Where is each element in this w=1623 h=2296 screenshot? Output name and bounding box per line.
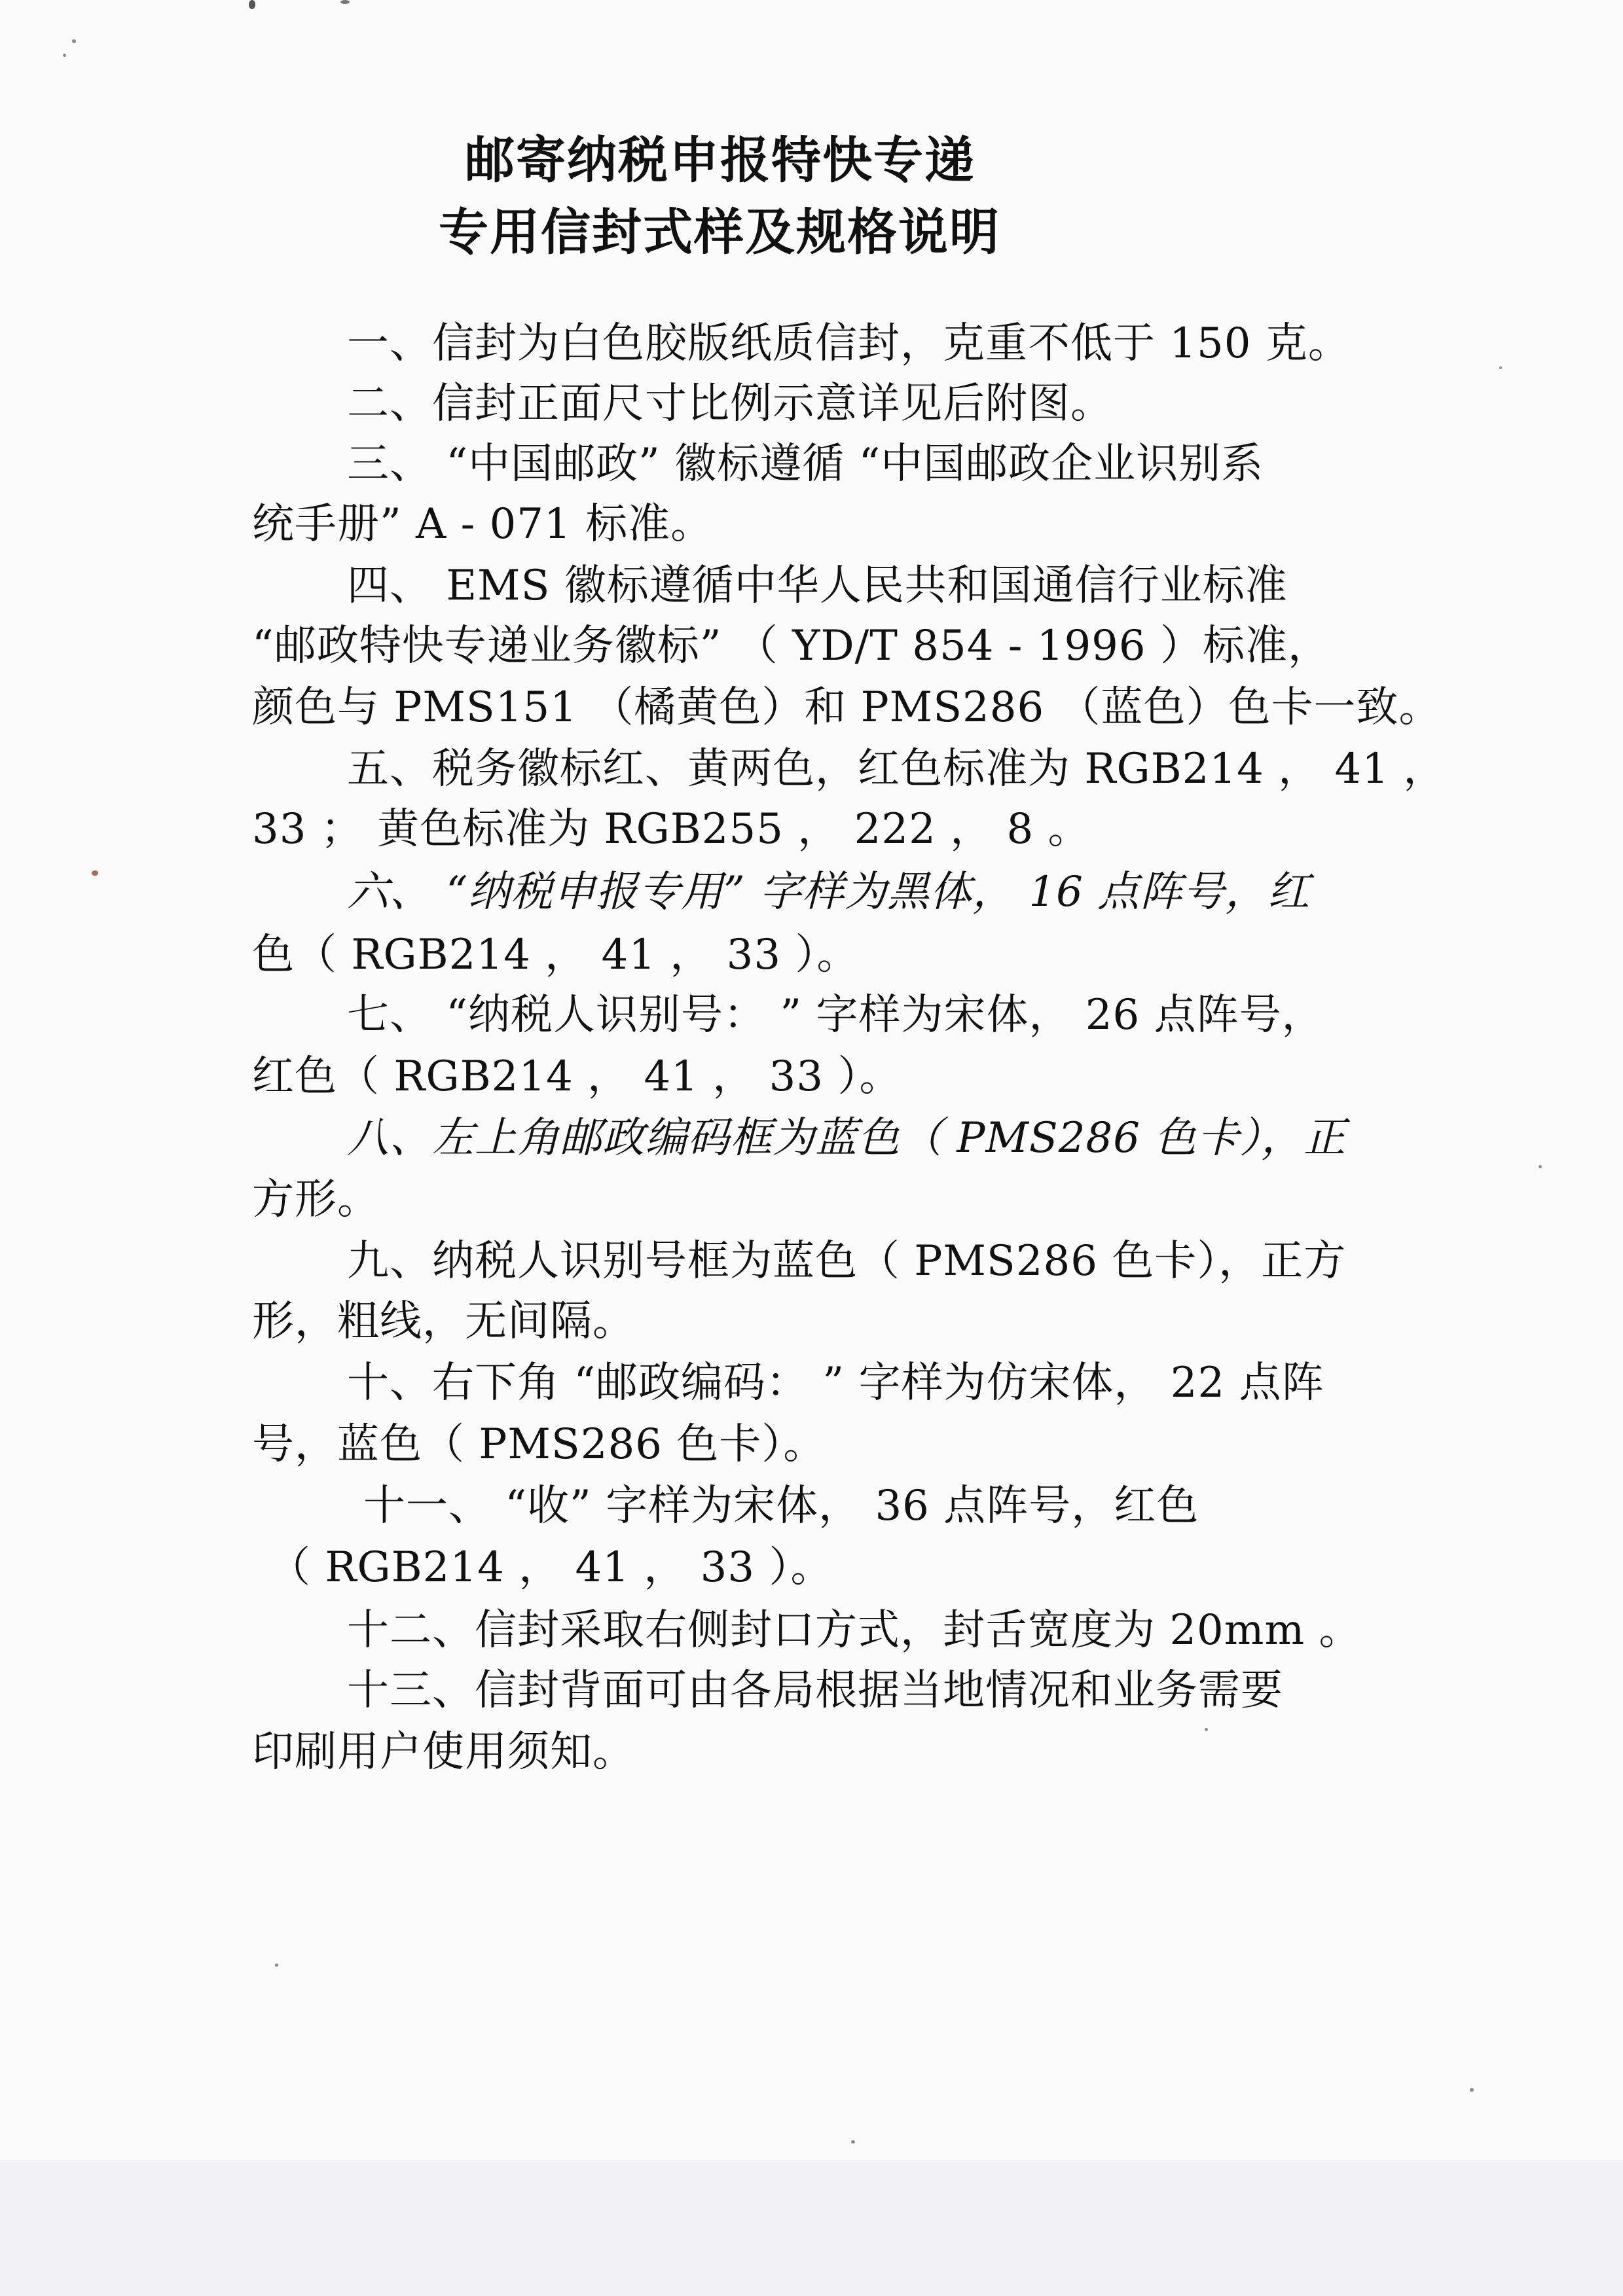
scan-speck xyxy=(1205,1728,1208,1731)
item-12-line: 十二、信封采取右侧封口方式，封舌宽度为 20mm 。 xyxy=(347,1606,1362,1655)
item-6-continued: 色（ RGB214 ， 41 ， 33 ）。 xyxy=(252,931,860,979)
item-4-continued: “邮政特快专递业务徽标” （ YD/T 854 - 1996 ）标准， xyxy=(252,622,1330,670)
scan-speck xyxy=(1539,1165,1542,1168)
item-2-line: 二、信封正面尺寸比例示意详见后附图。 xyxy=(347,380,1113,428)
item-7-continued: 红色（ RGB214 ， 41 ， 33 ）。 xyxy=(252,1052,902,1101)
scan-speck xyxy=(1470,2088,1474,2092)
item-11-continued: （ RGB214 ， 41 ， 33 ）。 xyxy=(268,1543,833,1592)
item-8-line: 八、左上角邮政编码框为蓝色（ PMS286 色卡），正 xyxy=(347,1114,1347,1162)
item-4-line: 四、 EMS 徽标遵循中华人民共和国通信行业标准 xyxy=(347,562,1288,610)
item-13-continued: 印刷用户使用须知。 xyxy=(252,1728,635,1776)
item-7-line: 七、 “纳税人识别号： ” 字样为宋体， 26 点阵号， xyxy=(347,991,1324,1039)
title-line-2: 专用信封式样及规格说明 xyxy=(439,203,1000,261)
scan-speck xyxy=(851,2140,855,2144)
scan-speck xyxy=(340,0,350,4)
scan-speck xyxy=(72,39,76,43)
item-9-line: 九、纳税人识别号框为蓝色（ PMS286 色卡），正方 xyxy=(347,1237,1347,1285)
item-5-line: 五、税务徽标红、黄两色，红色标准为 RGB214 ， 41 ， xyxy=(347,745,1446,793)
scan-speck xyxy=(63,54,66,57)
item-1-line: 一、信封为白色胶版纸质信封，克重不低于 150 克。 xyxy=(347,319,1351,368)
scan-speck xyxy=(249,0,255,9)
scan-speck xyxy=(92,870,98,876)
scan-bottom-margin xyxy=(0,2160,1623,2296)
item-6-line: 六、 “纳税申报专用” 字样为黑体， 16 点阵号，红 xyxy=(347,868,1311,916)
item-5-continued: 33 ； 黄色标准为 RGB255 ， 222 ， 8 。 xyxy=(252,805,1091,853)
item-8-continued: 方形。 xyxy=(252,1175,380,1224)
scan-speck xyxy=(275,1964,278,1967)
item-10-continued: 号，蓝色（ PMS286 色卡）。 xyxy=(252,1420,826,1469)
item-3-continued: 统手册” A - 071 标准。 xyxy=(252,500,714,548)
scan-speck xyxy=(1499,367,1502,369)
item-10-line: 十、右下角 “邮政编码： ” 字样为仿宋体， 22 点阵 xyxy=(347,1359,1324,1407)
item-4-continued: 颜色与 PMS151 （橘黄色）和 PMS286 （蓝色）色卡一致。 xyxy=(252,683,1442,732)
item-13-line: 十三、信封背面可由各局根据当地情况和业务需要 xyxy=(347,1666,1283,1715)
title-line-1: 邮寄纳税申报特快专递 xyxy=(465,131,976,189)
item-3-line: 三、 “中国邮政” 徽标遵循 “中国邮政企业识别系 xyxy=(347,440,1264,488)
item-11-line: 十一、 “收” 字样为宋体， 36 点阵号，红色 xyxy=(363,1482,1199,1530)
item-9-continued: 形，粗线，无间隔。 xyxy=(252,1297,635,1346)
